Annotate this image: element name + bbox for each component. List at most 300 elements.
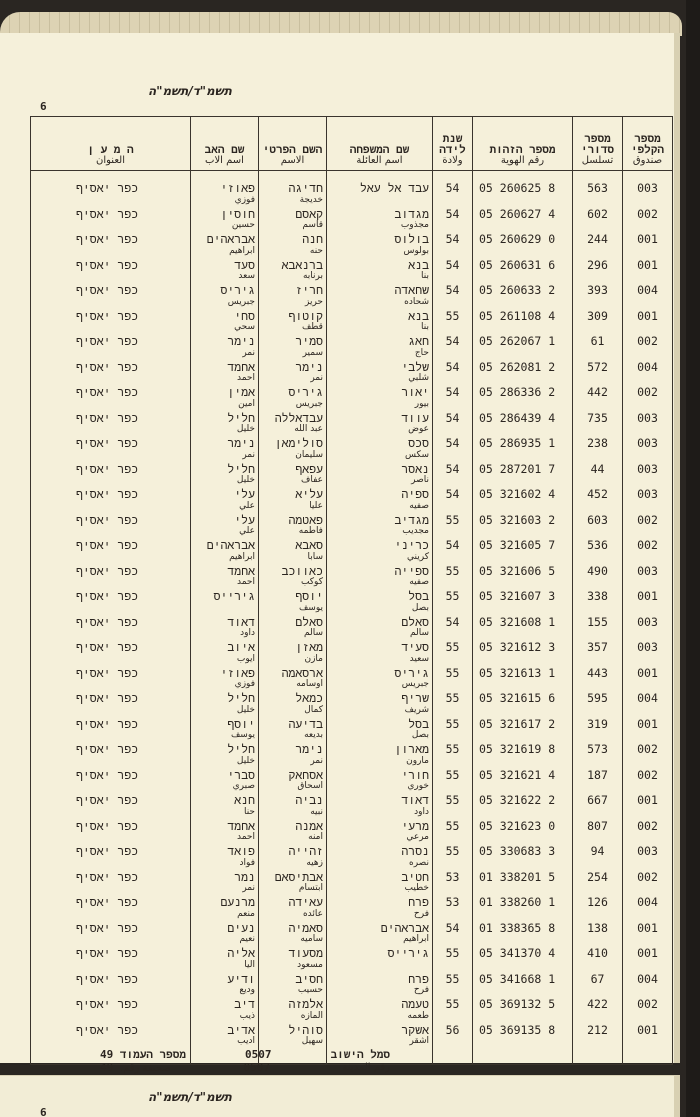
birth-year-cell: 55	[433, 817, 473, 843]
family-name-cell: עווד عوض	[327, 409, 433, 435]
first-name-cell: סמיר سمير	[259, 332, 327, 358]
father-name-cell: אחמד احمد	[191, 562, 259, 588]
first-name-cell: חדיגה خديجة	[259, 171, 327, 205]
serial-cell: 490	[573, 562, 623, 588]
table-row	[31, 638, 673, 664]
first-name-cell: נימר نمر	[259, 358, 327, 384]
address-cell: כפר יאסיף	[31, 332, 191, 358]
address-cell: כפר יאסיף	[31, 689, 191, 715]
serial-cell: 67	[573, 970, 623, 996]
col-header-box: מספר הקלפי صندوق	[623, 117, 673, 171]
id-number-cell: 01 338365 8	[473, 919, 573, 945]
birth-year-cell: 54	[433, 613, 473, 639]
settlement-code-repeat: 0507	[243, 1061, 270, 1074]
birth-year-cell: 54	[433, 256, 473, 282]
col-header-address: ה מ ע ן العنوان	[31, 117, 191, 171]
father-name-cell: אחמד احمد	[191, 358, 259, 384]
box-cell: 003	[623, 638, 673, 664]
first-name-cell: ארסאמה اوسامه	[259, 664, 327, 690]
address-cell: כפר יאסיף	[31, 970, 191, 996]
box-cell: 002	[623, 868, 673, 894]
first-name-cell: כאווכב كوكب	[259, 562, 327, 588]
father-name-cell: איוב ايوب	[191, 638, 259, 664]
address-cell: כפר יאסיף	[31, 842, 191, 868]
father-name-cell: אחמד احمد	[191, 817, 259, 843]
first-name-cell: עאידה عائده	[259, 893, 327, 919]
address-cell: כפר יאסיף	[31, 536, 191, 562]
serial-cell: 155	[573, 613, 623, 639]
address-cell: כפר יאסיף	[31, 1021, 191, 1047]
id-number-cell: 05 286336 2	[473, 383, 573, 409]
box-cell: 001	[623, 587, 673, 613]
table-row	[31, 536, 673, 562]
serial-cell: 667	[573, 791, 623, 817]
id-number-cell: 05 261108 4	[473, 307, 573, 333]
table-row	[31, 281, 673, 307]
first-name-cell: בדיעה بديعه	[259, 715, 327, 741]
birth-year-cell: 54	[433, 409, 473, 435]
family-name-cell: מרעי مرعي	[327, 817, 433, 843]
first-name-cell: אסחאק اسحاق	[259, 766, 327, 792]
box-cell: 002	[623, 995, 673, 1021]
id-number-cell: 05 321607 3	[473, 587, 573, 613]
family-name-cell: סכס سكس	[327, 434, 433, 460]
address-cell: כפר יאסיף	[31, 791, 191, 817]
birth-year-cell: 55	[433, 664, 473, 690]
address-cell: כפר יאסיף	[31, 256, 191, 282]
father-name-cell: פאוזי فوزي	[191, 171, 259, 205]
box-cell: 001	[623, 256, 673, 282]
table-row	[31, 664, 673, 690]
table-row	[31, 171, 673, 205]
address-cell: כפר יאסיף	[31, 230, 191, 256]
address-cell: כפר יאסיף	[31, 460, 191, 486]
first-name-cell: קאסם قاسم	[259, 205, 327, 231]
serial-cell: 602	[573, 205, 623, 231]
col-header-family: שם המשפחה اسم العائلة	[327, 117, 433, 171]
serial-cell: 735	[573, 409, 623, 435]
address-cell: כפר יאסיף	[31, 919, 191, 945]
year-title: תשמ"ד/תשמ"ה	[148, 84, 232, 98]
table-row	[31, 205, 673, 231]
column-number-repeat: 49	[100, 1061, 114, 1074]
father-name-cell: מרנעם منعم	[191, 893, 259, 919]
family-name-cell: פרח فرح	[327, 893, 433, 919]
box-cell: 004	[623, 281, 673, 307]
father-name-cell: סעד سعد	[191, 256, 259, 282]
table-row	[31, 842, 673, 868]
address-cell: כפר יאסיף	[31, 715, 191, 741]
table-row	[31, 562, 673, 588]
father-name-cell: סברי صبري	[191, 766, 259, 792]
voter-register-table	[30, 116, 673, 1065]
family-name-cell: דאוד داود	[327, 791, 433, 817]
father-name-cell: נימר نمر	[191, 332, 259, 358]
id-number-cell: 05 260633 2	[473, 281, 573, 307]
family-name-cell: בנא بنا	[327, 256, 433, 282]
address-cell: כפר יאסיף	[31, 817, 191, 843]
box-cell: 001	[623, 1021, 673, 1047]
address-cell: כפר יאסיף	[31, 511, 191, 537]
birth-year-cell: 53	[433, 893, 473, 919]
id-number-cell: 05 321605 7	[473, 536, 573, 562]
address-cell: כפר יאסיף	[31, 171, 191, 205]
header-row	[31, 117, 673, 171]
father-name-cell: דיב ذيب	[191, 995, 259, 1021]
address-cell: כפר יאסיף	[31, 613, 191, 639]
serial-cell: 357	[573, 638, 623, 664]
family-name-cell: שלבי شلبي	[327, 358, 433, 384]
address-cell: כפר יאסיף	[31, 485, 191, 511]
settlement-code-label-ar: رقم المدينة	[342, 1062, 390, 1073]
table-row	[31, 307, 673, 333]
page-number: 6	[40, 100, 47, 113]
birth-year-cell: 55	[433, 511, 473, 537]
column-number-label-ar: صحيفة رقم.	[119, 1063, 171, 1074]
box-cell: 002	[623, 383, 673, 409]
table-row	[31, 740, 673, 766]
table-row	[31, 791, 673, 817]
id-number-cell: 05 321613 1	[473, 664, 573, 690]
birth-year-cell: 54	[433, 919, 473, 945]
table-row	[31, 613, 673, 639]
father-name-cell: דאוד داود	[191, 613, 259, 639]
table-row	[31, 256, 673, 282]
family-name-cell: שחאדה شحاده	[327, 281, 433, 307]
box-cell: 002	[623, 817, 673, 843]
table-row	[31, 511, 673, 537]
father-name-cell: חליל خليل	[191, 740, 259, 766]
serial-cell: 443	[573, 664, 623, 690]
address-cell: כפר יאסיף	[31, 664, 191, 690]
first-name-cell: ברנאבא برنابه	[259, 256, 327, 282]
box-cell: 003	[623, 842, 673, 868]
serial-cell: 309	[573, 307, 623, 333]
column-number-label: מספר העמוד	[119, 1048, 186, 1061]
serial-cell: 254	[573, 868, 623, 894]
birth-year-cell: 56	[433, 1021, 473, 1047]
family-name-cell: חטיב خطيب	[327, 868, 433, 894]
first-name-cell: מאזן مازن	[259, 638, 327, 664]
family-name-cell: טעמה طعمه	[327, 995, 433, 1021]
serial-cell: 603	[573, 511, 623, 537]
family-name-cell: בולוס بولوس	[327, 230, 433, 256]
first-name-cell: סאבא سابا	[259, 536, 327, 562]
first-name-cell: עבדאללה عبد الله	[259, 409, 327, 435]
id-number-cell: 05 321619 8	[473, 740, 573, 766]
serial-cell: 452	[573, 485, 623, 511]
box-cell: 003	[623, 613, 673, 639]
birth-year-cell: 54	[433, 383, 473, 409]
birth-year-cell: 55	[433, 587, 473, 613]
serial-cell: 422	[573, 995, 623, 1021]
id-number-cell: 05 260629 0	[473, 230, 573, 256]
id-number-cell: 05 287201 7	[473, 460, 573, 486]
father-name-cell: נמר نمر	[191, 868, 259, 894]
table-row	[31, 230, 673, 256]
serial-cell: 563	[573, 171, 623, 205]
id-number-cell: 05 341668 1	[473, 970, 573, 996]
id-number-cell: 05 330683 3	[473, 842, 573, 868]
serial-cell: 442	[573, 383, 623, 409]
serial-cell: 244	[573, 230, 623, 256]
family-name-cell: חורי خوري	[327, 766, 433, 792]
first-name-cell: אבתיסאם ابتسام	[259, 868, 327, 894]
birth-year-cell: 54	[433, 485, 473, 511]
column-number: 49	[100, 1048, 114, 1061]
table-row	[31, 587, 673, 613]
table-row	[31, 715, 673, 741]
box-cell: 004	[623, 358, 673, 384]
box-cell: 002	[623, 332, 673, 358]
id-number-cell: 05 262067 1	[473, 332, 573, 358]
id-number-cell: 05 321622 2	[473, 791, 573, 817]
settlement-code-label: סמל הישוב	[330, 1048, 390, 1061]
id-number-cell: 05 321603 2	[473, 511, 573, 537]
address-cell: כפר יאסיף	[31, 638, 191, 664]
address-cell: כפר יאסיף	[31, 409, 191, 435]
table-row	[31, 995, 673, 1021]
table-row	[31, 460, 673, 486]
father-name-cell: חליל خليل	[191, 689, 259, 715]
birth-year-cell: 55	[433, 944, 473, 970]
first-name-cell: קוטוף قطف	[259, 307, 327, 333]
birth-year-cell: 55	[433, 740, 473, 766]
family-name-cell: נאסר ناصر	[327, 460, 433, 486]
family-name-cell: סאלם سالم	[327, 613, 433, 639]
next-page-year-title: תשמ"ד/תשמ"ה	[148, 1090, 232, 1104]
first-name-cell: מסעוד مسعود	[259, 944, 327, 970]
family-name-cell: יאור بيور	[327, 383, 433, 409]
birth-year-cell: 54	[433, 281, 473, 307]
family-name-cell: נסרה نصره	[327, 842, 433, 868]
father-name-cell: פואד فواد	[191, 842, 259, 868]
box-cell: 003	[623, 460, 673, 486]
father-name-cell: גיריס جبريس	[191, 281, 259, 307]
address-cell: כפר יאסיף	[31, 383, 191, 409]
first-name-cell: עפאף عفاف	[259, 460, 327, 486]
family-name-cell: סעיד سعيد	[327, 638, 433, 664]
family-name-cell: מארון مارون	[327, 740, 433, 766]
birth-year-cell: 54	[433, 230, 473, 256]
id-number-cell: 01 338201 5	[473, 868, 573, 894]
family-name-cell: ספייה صفيه	[327, 562, 433, 588]
father-name-cell: עלי علي	[191, 511, 259, 537]
father-name-cell: יוסף يوسف	[191, 715, 259, 741]
col-header-year: שנת לידה ولادة	[433, 117, 473, 171]
box-cell: 001	[623, 307, 673, 333]
father-name-cell: אבראהים ابراهيم	[191, 230, 259, 256]
box-cell: 003	[623, 171, 673, 205]
id-number-cell: 05 321615 6	[473, 689, 573, 715]
father-name-cell: אדיב اديب	[191, 1021, 259, 1047]
father-name-cell: סחי سحي	[191, 307, 259, 333]
serial-cell: 410	[573, 944, 623, 970]
first-name-cell: זהייה زهيه	[259, 842, 327, 868]
id-number-cell: 05 321623 0	[473, 817, 573, 843]
family-name-cell: שריף شريف	[327, 689, 433, 715]
box-cell: 004	[623, 893, 673, 919]
family-name-cell: אשקר اشقر	[327, 1021, 433, 1047]
id-number-cell: 05 260625 8	[473, 171, 573, 205]
first-name-cell: גיריס جبريس	[259, 383, 327, 409]
first-name-cell: חסיב حسيب	[259, 970, 327, 996]
id-number-cell: 05 286439 4	[473, 409, 573, 435]
birth-year-cell: 55	[433, 562, 473, 588]
family-name-cell: בנא بنا	[327, 307, 433, 333]
family-name-cell: בסל بصل	[327, 715, 433, 741]
table-row	[31, 434, 673, 460]
serial-cell: 536	[573, 536, 623, 562]
table-row	[31, 409, 673, 435]
serial-cell: 319	[573, 715, 623, 741]
family-name-cell: מגדוב مجذوب	[327, 205, 433, 231]
serial-cell: 138	[573, 919, 623, 945]
next-page-edge	[0, 1075, 680, 1117]
box-cell: 002	[623, 766, 673, 792]
box-cell: 003	[623, 434, 673, 460]
father-name-cell: נימר نمر	[191, 434, 259, 460]
table-row	[31, 358, 673, 384]
father-name-cell: אמין امين	[191, 383, 259, 409]
father-name-cell: עלי علي	[191, 485, 259, 511]
birth-year-cell: 53	[433, 868, 473, 894]
serial-cell: 44	[573, 460, 623, 486]
col-header-father: שם האב اسم الاب	[191, 117, 259, 171]
birth-year-cell: 54	[433, 171, 473, 205]
first-name-cell: סוהיל سهيل	[259, 1021, 327, 1047]
table-row	[31, 919, 673, 945]
col-header-id: מספר הזהות رقم الهوية	[473, 117, 573, 171]
father-name-cell: חנא حنا	[191, 791, 259, 817]
settlement-code: 0507	[245, 1048, 272, 1061]
box-cell: 001	[623, 664, 673, 690]
serial-cell: 212	[573, 1021, 623, 1047]
address-cell: כפר יאסיף	[31, 995, 191, 1021]
id-number-cell: 05 369135 8	[473, 1021, 573, 1047]
id-number-cell: 05 321606 5	[473, 562, 573, 588]
family-name-cell: חאג حاج	[327, 332, 433, 358]
box-cell: 004	[623, 689, 673, 715]
birth-year-cell: 54	[433, 205, 473, 231]
first-name-cell: חנה حنه	[259, 230, 327, 256]
father-name-cell: אבראהים ابراهيم	[191, 536, 259, 562]
first-name-cell: סולימאן سليمان	[259, 434, 327, 460]
box-cell: 002	[623, 536, 673, 562]
address-cell: כפר יאסיף	[31, 281, 191, 307]
first-name-cell: עליא عليا	[259, 485, 327, 511]
first-name-cell: כמאל كمال	[259, 689, 327, 715]
birth-year-cell: 55	[433, 689, 473, 715]
id-number-cell: 05 262081 2	[473, 358, 573, 384]
family-name-cell: אבראהים ابراهيم	[327, 919, 433, 945]
next-page-number: 6	[40, 1106, 47, 1117]
address-cell: כפר יאסיף	[31, 562, 191, 588]
table-row	[31, 893, 673, 919]
table-row	[31, 766, 673, 792]
serial-cell: 61	[573, 332, 623, 358]
table-row	[31, 868, 673, 894]
serial-cell: 572	[573, 358, 623, 384]
book-binding	[686, 0, 700, 1117]
address-cell: כפר יאסיף	[31, 307, 191, 333]
address-cell: כפר יאסיף	[31, 868, 191, 894]
birth-year-cell: 55	[433, 995, 473, 1021]
col-header-serial: מספר סדורי تسلسل	[573, 117, 623, 171]
id-number-cell: 05 260627 4	[473, 205, 573, 231]
serial-cell: 573	[573, 740, 623, 766]
birth-year-cell: 54	[433, 460, 473, 486]
father-name-cell: חליל خليل	[191, 460, 259, 486]
birth-year-cell: 55	[433, 638, 473, 664]
birth-year-cell: 55	[433, 766, 473, 792]
table-row	[31, 332, 673, 358]
serial-cell: 238	[573, 434, 623, 460]
birth-year-cell: 54	[433, 358, 473, 384]
first-name-cell: אלמזה المازه	[259, 995, 327, 1021]
box-cell: 003	[623, 485, 673, 511]
id-number-cell: 05 286935 1	[473, 434, 573, 460]
box-cell: 002	[623, 205, 673, 231]
col-header-first: השם הפרטי الاسم	[259, 117, 327, 171]
box-cell: 002	[623, 740, 673, 766]
serial-cell: 94	[573, 842, 623, 868]
serial-cell: 807	[573, 817, 623, 843]
id-number-cell: 01 338260 1	[473, 893, 573, 919]
father-name-cell: חוסין حسين	[191, 205, 259, 231]
serial-cell: 338	[573, 587, 623, 613]
family-name-cell: גירייס	[327, 944, 433, 970]
first-name-cell: סאמיה ساميه	[259, 919, 327, 945]
id-number-cell: 05 321621 4	[473, 766, 573, 792]
first-name-cell: חריז حريز	[259, 281, 327, 307]
father-name-cell: נעים نعيم	[191, 919, 259, 945]
birth-year-cell: 55	[433, 970, 473, 996]
birth-year-cell: 54	[433, 332, 473, 358]
id-number-cell: 05 341370 4	[473, 944, 573, 970]
box-cell: 002	[623, 511, 673, 537]
family-name-cell: גיריס جبريس	[327, 664, 433, 690]
table-row	[31, 817, 673, 843]
address-cell: כפר יאסיף	[31, 205, 191, 231]
page-footer	[100, 1048, 390, 1075]
box-cell: 003	[623, 562, 673, 588]
father-name-cell: חליל خليل	[191, 409, 259, 435]
box-cell: 001	[623, 919, 673, 945]
serial-cell: 126	[573, 893, 623, 919]
birth-year-cell: 54	[433, 434, 473, 460]
box-cell: 001	[623, 715, 673, 741]
first-name-cell: פאטמה فاطمه	[259, 511, 327, 537]
id-number-cell: 05 369132 5	[473, 995, 573, 1021]
first-name-cell: יוסף يوسف	[259, 587, 327, 613]
birth-year-cell: 54	[433, 536, 473, 562]
father-name-cell: פאוזי فوزي	[191, 664, 259, 690]
address-cell: כפר יאסיף	[31, 766, 191, 792]
id-number-cell: 05 321612 3	[473, 638, 573, 664]
first-name-cell: אמנה امنه	[259, 817, 327, 843]
first-name-cell: סאלם سالم	[259, 613, 327, 639]
birth-year-cell: 55	[433, 307, 473, 333]
birth-year-cell: 55	[433, 842, 473, 868]
birth-year-cell: 55	[433, 715, 473, 741]
address-cell: כפר יאסיף	[31, 587, 191, 613]
birth-year-cell: 55	[433, 791, 473, 817]
box-cell: 003	[623, 409, 673, 435]
family-name-cell: פרח فرح	[327, 970, 433, 996]
first-name-cell: נביה نبيه	[259, 791, 327, 817]
family-name-cell: מגדיב مجديب	[327, 511, 433, 537]
